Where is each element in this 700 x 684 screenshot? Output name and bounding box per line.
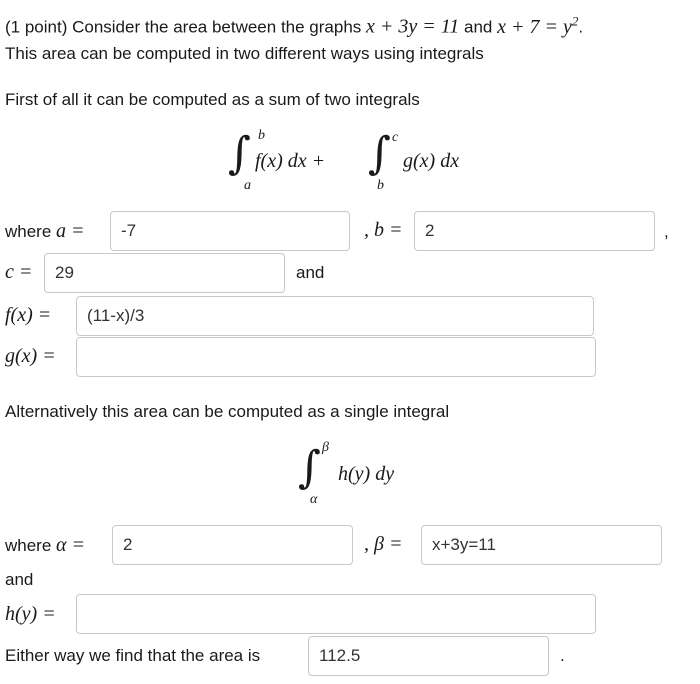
- integrand-2: g(x) dx: [403, 150, 460, 172]
- alpha-input[interactable]: [112, 525, 353, 565]
- h-label: h(y) =: [5, 603, 56, 625]
- integrand-1: f(x) dx +: [255, 150, 326, 172]
- beta-input[interactable]: [421, 525, 662, 565]
- part2-intro: Alternatively this area can be computed as a single integral: [5, 402, 450, 421]
- single-integral-formula: [298, 440, 438, 510]
- f-label: f(x) =: [5, 304, 52, 326]
- problem-line-2: This area can be computed in two different ways using integrals: [5, 44, 484, 63]
- area-text: Either way we find that the area is: [5, 646, 261, 665]
- sum-of-integrals-formula: [228, 128, 508, 198]
- problem-line-1: [5, 13, 583, 39]
- integral-3-lower-limit: α: [310, 492, 318, 507]
- beta-label: , β =: [364, 533, 403, 555]
- problem-prefix: (1 point) Consider the area between the graphs: [5, 17, 362, 37]
- part1-intro: First of all it can be computed as a sum of two integrals: [5, 90, 420, 109]
- trailing-comma: ,: [664, 222, 669, 241]
- integrand-h: h(y) dy: [338, 463, 395, 485]
- f-input[interactable]: [76, 296, 594, 336]
- g-label: g(x) =: [5, 345, 56, 367]
- integral-2-lower-limit: b: [377, 178, 384, 193]
- integral-2-upper-limit: c: [392, 130, 399, 145]
- where-a-label: where a =: [5, 220, 85, 242]
- where-alpha-label: where α =: [5, 534, 86, 556]
- integral-1-upper-limit: b: [258, 128, 265, 143]
- integral-sign-3: ∫: [298, 442, 321, 493]
- c-label: c =: [5, 261, 33, 283]
- and-label: and: [296, 263, 325, 282]
- problem-and: and: [464, 17, 493, 37]
- b-input[interactable]: [414, 211, 655, 251]
- area-input[interactable]: [308, 636, 549, 676]
- integral-3-upper-limit: β: [322, 440, 329, 455]
- g-input[interactable]: [76, 337, 596, 377]
- integral-sign-1: ∫: [228, 128, 251, 179]
- problem-period: .: [578, 17, 584, 37]
- b-label: , b =: [364, 219, 403, 241]
- equation-1: x + 3y = 11: [366, 15, 460, 38]
- c-input[interactable]: [44, 253, 285, 293]
- a-input[interactable]: [110, 211, 350, 251]
- and-label-2: and: [5, 570, 34, 589]
- integral-sign-2: ∫: [368, 128, 391, 179]
- integral-1-lower-limit: a: [244, 178, 251, 193]
- equation-2: $x + 7 = y^2$: [497, 13, 579, 38]
- final-period: .: [560, 646, 565, 665]
- h-input[interactable]: [76, 594, 596, 634]
